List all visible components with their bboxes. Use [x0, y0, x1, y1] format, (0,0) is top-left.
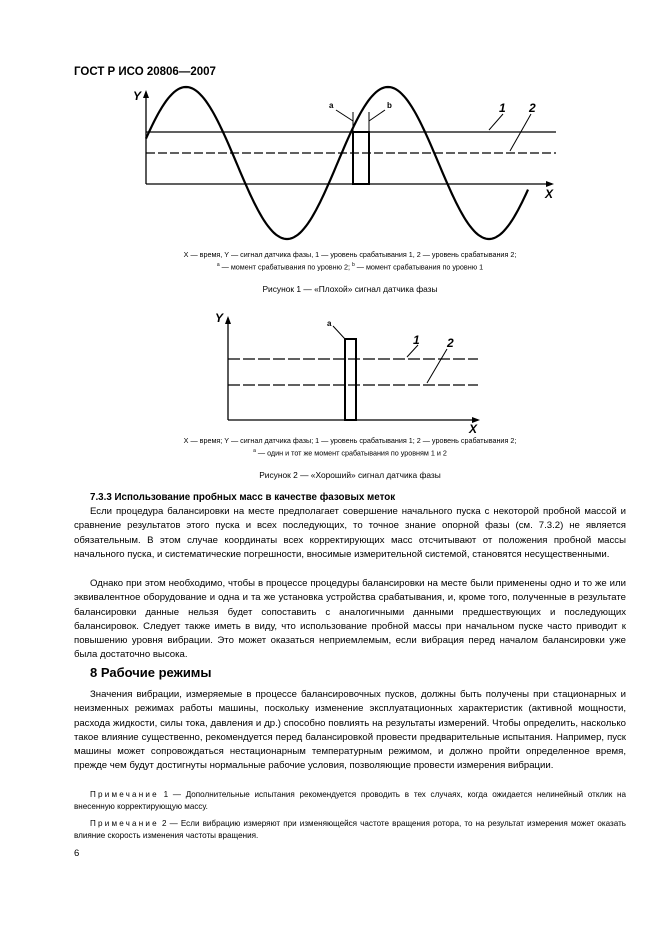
fig2-line2-leader [427, 349, 447, 383]
document-header: ГОСТ Р ИСО 20806—2007 [74, 66, 216, 78]
fig1-x-label: X [545, 187, 554, 201]
page-number: 6 [74, 848, 80, 859]
section-7-3-3-paragraph-1: Если процедура балансировки на месте предполагает совершение начального пуска с некоторой пробной массой и сравнение результатов этого пуска и всех последующих, то точное знание опорной фазы (см. 7.3.2) не является обязательным. В этом случае координаты всех корректирующих масс отсчитывают от положения пробной массы начального пуска, и систематические погрешности, вносимые измерительной системой, становятся несущественными. [74, 506, 626, 560]
note-1: Примечание 1 — Дополнительные испытания рекомендуется проводить в тех случаях, когда ожидается нелинейный отклик на внесенную корректирующую массу. [74, 790, 626, 811]
fig2-trigger-pulse [345, 339, 356, 420]
fig1-legend-line2: $^a$ — момент срабатывания по уровню 2; $^b$ — момент срабатывания по уровню 1 [216, 262, 484, 272]
fig1-marker-b: b [387, 101, 392, 110]
figure-1-title: Рисунок 1 — «Плохой» сигнал датчика фазы [262, 284, 438, 294]
note-2-label: Примечание [90, 819, 159, 828]
fig1-legend-line1: X — время, Y — сигнал датчика фазы, 1 — уровень срабатывания 1, 2 — уровень срабатывания 2; [183, 250, 517, 259]
fig2-marker-a: a [327, 319, 332, 328]
figure-2-title: Рисунок 2 — «Хороший» сигнал датчика фазы [259, 470, 441, 480]
fig2-line2-label: 2 [447, 336, 454, 350]
fig2-legend-line2: $^a$ — один и тот же момент срабатывания по уровням 1 и 2 [253, 448, 447, 458]
figure-2-graph [0, 0, 661, 440]
fig2-marker-a-leader [333, 326, 345, 339]
note-1-label: Примечание [90, 790, 159, 799]
fig1-marker-a: a [329, 101, 334, 110]
fig2-x-label: X [469, 422, 478, 436]
section-8-paragraph-1: Значения вибрации, измеряемые в процессе балансировочных пусков, должны быть получены при стационарных и неизменных режимах работы машины, поскольку изменение эксплуатационных характеристик (активной мощности, расхода жидкости, силы тока, давления и др.) способно повлиять на результаты измерений. Чтобы определить, насколько такое влияние существенно, рекомендуется перед балансировкой провести предварительные испытания. Например, пуск машины может сопровождаться нестационарным температурным режимом, и должно пройти определенное время, прежде чем будут достигнуты нормальные рабочие условия, позволяющие провести измерения вибрации. [74, 689, 626, 772]
note-2: Примечание 2 — Если вибрацию измеряют при изменяющейся частоте вращения ротора, то на результат измерения может оказать влияние скорость изменения частоты вращения. [74, 819, 626, 840]
figure-2-legend [74, 436, 626, 458]
section-7-3-3-heading: 7.3.3 Использование пробных масс в качестве фазовых меток [90, 492, 396, 503]
fig1-legend-a: a [216, 262, 220, 268]
fig2-line1-label: 1 [413, 333, 420, 347]
fig2-y-label: Y [215, 311, 224, 325]
fig1-line2-label: 2 [529, 101, 536, 115]
fig1-line1-label: 1 [499, 101, 506, 115]
fig1-legend-b: b [351, 262, 355, 268]
fig1-y-label: Y [133, 89, 142, 103]
section-8-heading: 8 Рабочие режимы [90, 665, 212, 680]
fig2-y-axis-arrow [225, 316, 231, 324]
fig2-legend-a: a [253, 448, 256, 454]
section-7-3-3-paragraph-2: Однако при этом необходимо, чтобы в процессе процедуры балансировки на месте были применены одно и то же или эквивалентное оборудование и одна и та же установка устройства срабатывания, и, кроме того, полученные в результате балансировки данные нельзя будет сопоставить с аналогичными данными предшествующих и последующих балансировок. Следует также иметь в виду, что использование пробной массы при начальном пуске часто приводит к повышению уровня вибрации. Это может оказаться неприемлемым, если вибрация перед началом балансировки уже была достаточно высока. [74, 578, 626, 661]
fig2-legend-line1: X — время; Y — сигнал датчика фазы; 1 — уровень срабатывания 1; 2 — уровень срабатывания 2; [183, 436, 517, 445]
